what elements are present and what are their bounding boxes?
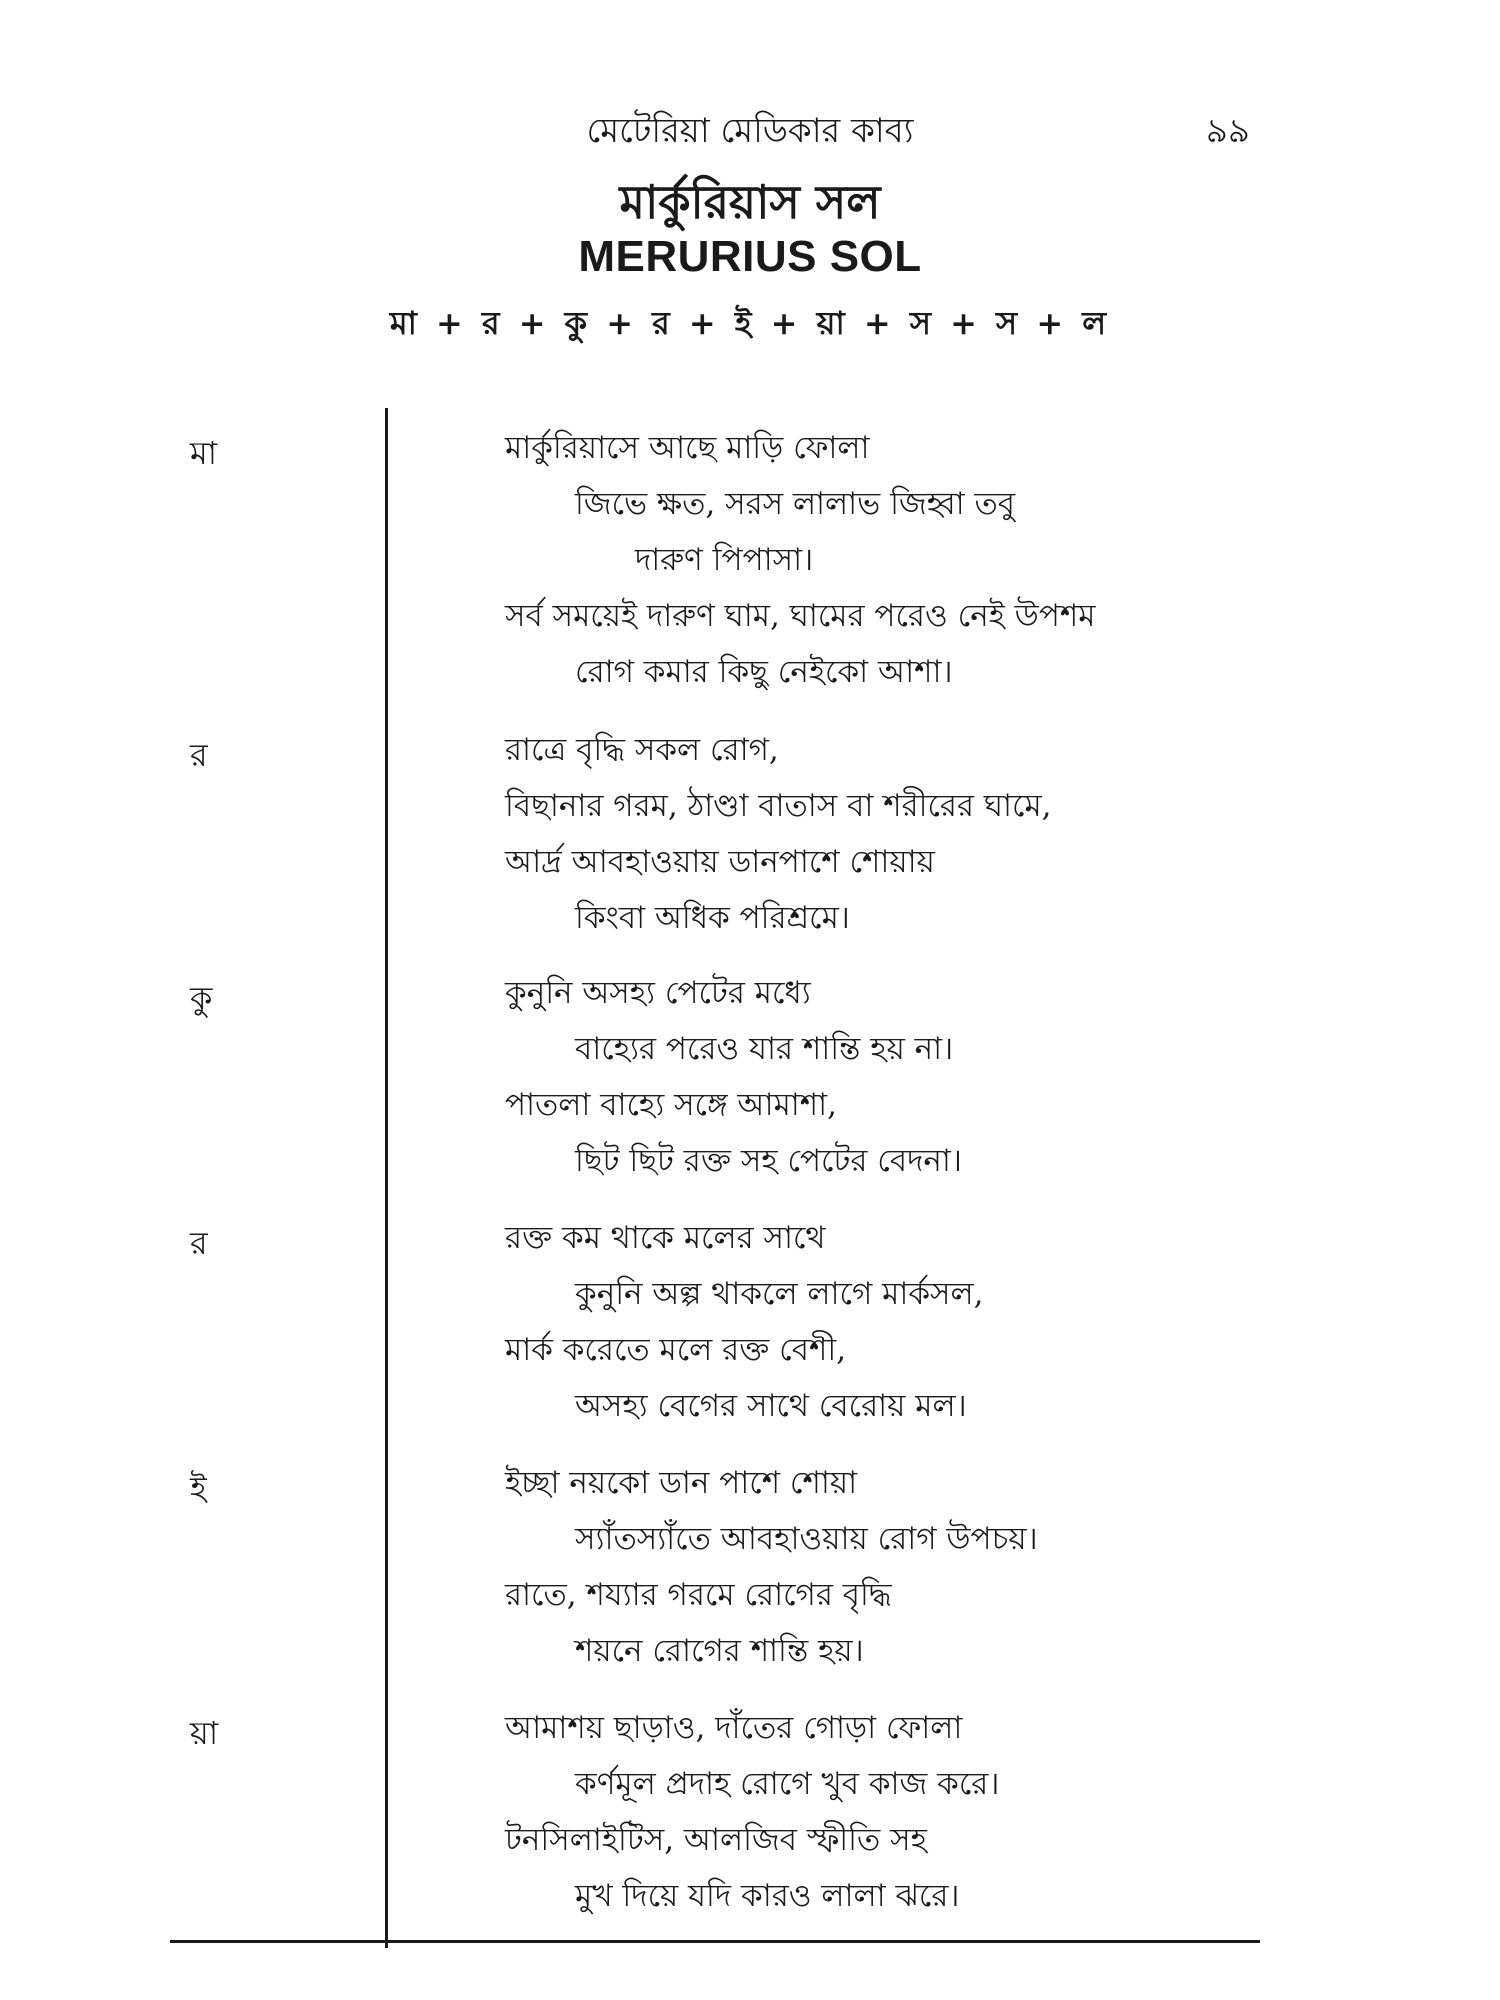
poem-line: রক্ত কম থাকে মলের সাথে [505, 1220, 826, 1256]
poem-line: কিংবা অধিক পরিশ্রমে। [575, 900, 850, 936]
stanza-letter: য়া [190, 1714, 219, 1752]
poem-line: কুনুনি অসহ্য পেটের মধ্যে [505, 975, 811, 1011]
poem-line: কুনুনি অল্প থাকলে লাগে মার্কসল, [575, 1276, 984, 1312]
poem-line: রাত্রে বৃদ্ধি সকল রোগ, [505, 732, 779, 768]
poem-line: কর্ণমূল প্রদাহ রোগে খুব কাজ করে। [575, 1766, 1000, 1802]
poem-title-bengali: মার্কুরিয়াস সল [619, 175, 881, 229]
poem-line: আর্দ্র আবহাওয়ায় ডানপাশে শোয়ায় [505, 844, 935, 880]
column-divider [385, 408, 388, 1948]
poem-line: ছিট ছিট রক্ত সহ পেটের বেদনা। [575, 1143, 963, 1179]
poem-line: অসহ্য বেগের সাথে বেরোয় মল। [575, 1388, 967, 1424]
poem-line: টনসিলাইটিস, আলজিব স্ফীতি সহ [505, 1822, 927, 1858]
stanza-letter: মা [190, 434, 218, 472]
stanza-letter: র [190, 1224, 208, 1262]
poem-line: স্যাঁতস্যাঁতে আবহাওয়ায় রোগ উপচয়। [575, 1521, 1038, 1557]
poem-line: জিভে ক্ষত, সরস লালাভ জিহ্বা তবু [575, 486, 1015, 522]
poem-line: আমাশয় ছাড়াও, দাঁতের গোড়া ফোলা [505, 1710, 963, 1746]
letter-breakdown: মা + র + কু + র + ই + য়া + স + স + ল [389, 304, 1111, 342]
stanza-letter: র [190, 736, 208, 774]
stanza-letter: ই [190, 1469, 207, 1507]
poem-line: দারুণ পিপাসা। [635, 542, 814, 578]
poem-line: পাতলা বাহ্যে সঙ্গে আমাশা, [505, 1087, 837, 1123]
bottom-rule [170, 1940, 1260, 1943]
poem-title-english: MERURIUS SOL [578, 232, 922, 281]
stanza-letter: কু [190, 979, 213, 1017]
poem-line: মার্কুরিয়াসে আছে মাড়ি ফোলা [505, 430, 870, 466]
poem-line: মার্ক করেতে মলে রক্ত বেশী, [505, 1332, 847, 1368]
poem-line: বাহ্যের পরেও যার শান্তি হয় না। [575, 1031, 954, 1067]
poem-line: ইচ্ছা নয়কো ডান পাশে শোয়া [505, 1465, 858, 1501]
poem-line: বিছানার গরম, ঠাণ্ডা বাতাস বা শরীরের ঘামে, [505, 788, 1052, 824]
page-header [0, 95, 1500, 155]
poem-line: শয়নে রোগের শান্তি হয়। [575, 1633, 864, 1669]
poem-line: সর্ব সময়েই দারুণ ঘাম, ঘামের পরেও নেই উপশম [505, 598, 1096, 634]
poem-line: রাতে, শয্যার গরমে রোগের বৃদ্ধি [505, 1577, 892, 1613]
page-number: ৯৯ [1205, 111, 1250, 151]
poem-line: রোগ কমার কিছু নেইকো আশা। [575, 654, 953, 690]
book-title: মেটেরিয়া মেডিকার কাব্য [586, 111, 914, 151]
poem-line: মুখ দিয়ে যদি কারও লালা ঝরে। [575, 1878, 960, 1914]
